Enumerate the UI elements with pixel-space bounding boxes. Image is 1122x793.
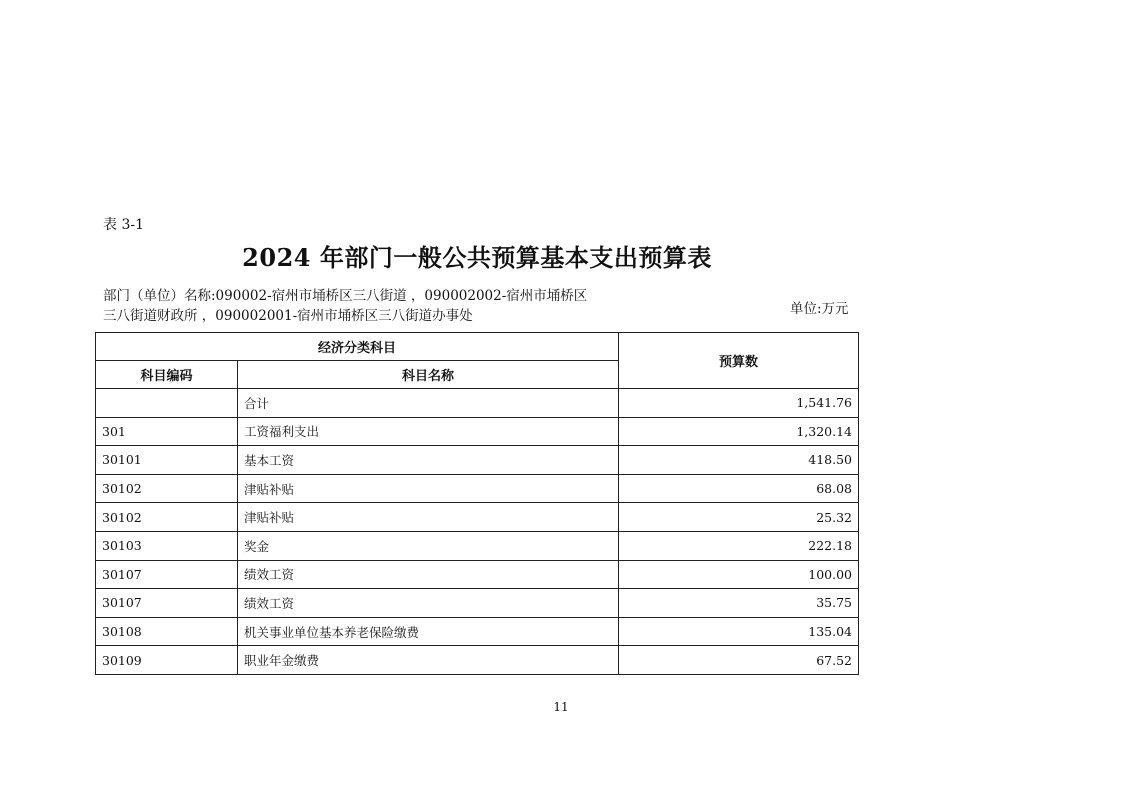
cell-amount: 67.52 xyxy=(619,646,859,675)
page-number: 11 xyxy=(553,700,569,714)
table-row xyxy=(96,531,859,560)
header-amount: 预算数 xyxy=(619,333,859,389)
cell-amount: 135.04 xyxy=(619,617,859,646)
cell-amount: 25.32 xyxy=(619,503,859,532)
cell-amount: 418.50 xyxy=(619,446,859,475)
table-row xyxy=(96,646,859,675)
table-body xyxy=(96,389,859,675)
cell-name: 奖金 xyxy=(238,531,619,560)
department-line-1: 部门（单位）名称:090002-宿州市埇桥区三八街道 ，090002002-宿州市埇桥区 xyxy=(103,288,588,304)
cell-code: 30107 xyxy=(96,589,238,618)
table-row xyxy=(96,389,859,418)
cell-name: 职业年金缴费 xyxy=(238,646,619,675)
cell-name: 津贴补贴 xyxy=(238,503,619,532)
cell-code: 30101 xyxy=(96,446,238,475)
cell-code xyxy=(96,389,238,418)
cell-amount: 100.00 xyxy=(619,560,859,589)
cell-code: 30108 xyxy=(96,617,238,646)
page-title: 2024 年部门一般公共预算基本支出预算表 xyxy=(242,243,712,272)
table-row xyxy=(96,503,859,532)
budget-table xyxy=(95,332,859,675)
cell-name: 机关事业单位基本养老保险缴费 xyxy=(238,617,619,646)
cell-amount: 222.18 xyxy=(619,531,859,560)
table-number: 表 3-1 xyxy=(103,217,144,233)
cell-name: 绩效工资 xyxy=(238,589,619,618)
cell-amount: 35.75 xyxy=(619,589,859,618)
cell-amount: 68.08 xyxy=(619,474,859,503)
header-code: 科目编码 xyxy=(96,361,238,389)
header-name: 科目名称 xyxy=(238,361,619,389)
cell-code: 30107 xyxy=(96,560,238,589)
table-row xyxy=(96,474,859,503)
table-row xyxy=(96,589,859,618)
department-line-2: 三八街道财政所 ，090002001-宿州市埇桥区三八街道办事处 xyxy=(103,308,473,324)
cell-name: 合计 xyxy=(238,389,619,418)
cell-code: 301 xyxy=(96,417,238,446)
cell-name: 绩效工资 xyxy=(238,560,619,589)
cell-name: 工资福利支出 xyxy=(238,417,619,446)
unit-label: 单位:万元 xyxy=(790,301,849,317)
cell-code: 30102 xyxy=(96,503,238,532)
cell-name: 基本工资 xyxy=(238,446,619,475)
cell-amount: 1,541.76 xyxy=(619,389,859,418)
table-row xyxy=(96,417,859,446)
cell-name: 津贴补贴 xyxy=(238,474,619,503)
table-row xyxy=(96,560,859,589)
cell-amount: 1,320.14 xyxy=(619,417,859,446)
cell-code: 30109 xyxy=(96,646,238,675)
cell-code: 30102 xyxy=(96,474,238,503)
department-info xyxy=(103,286,643,326)
table-row xyxy=(96,446,859,475)
header-group: 经济分类科目 xyxy=(96,333,619,361)
table-row xyxy=(96,617,859,646)
cell-code: 30103 xyxy=(96,531,238,560)
